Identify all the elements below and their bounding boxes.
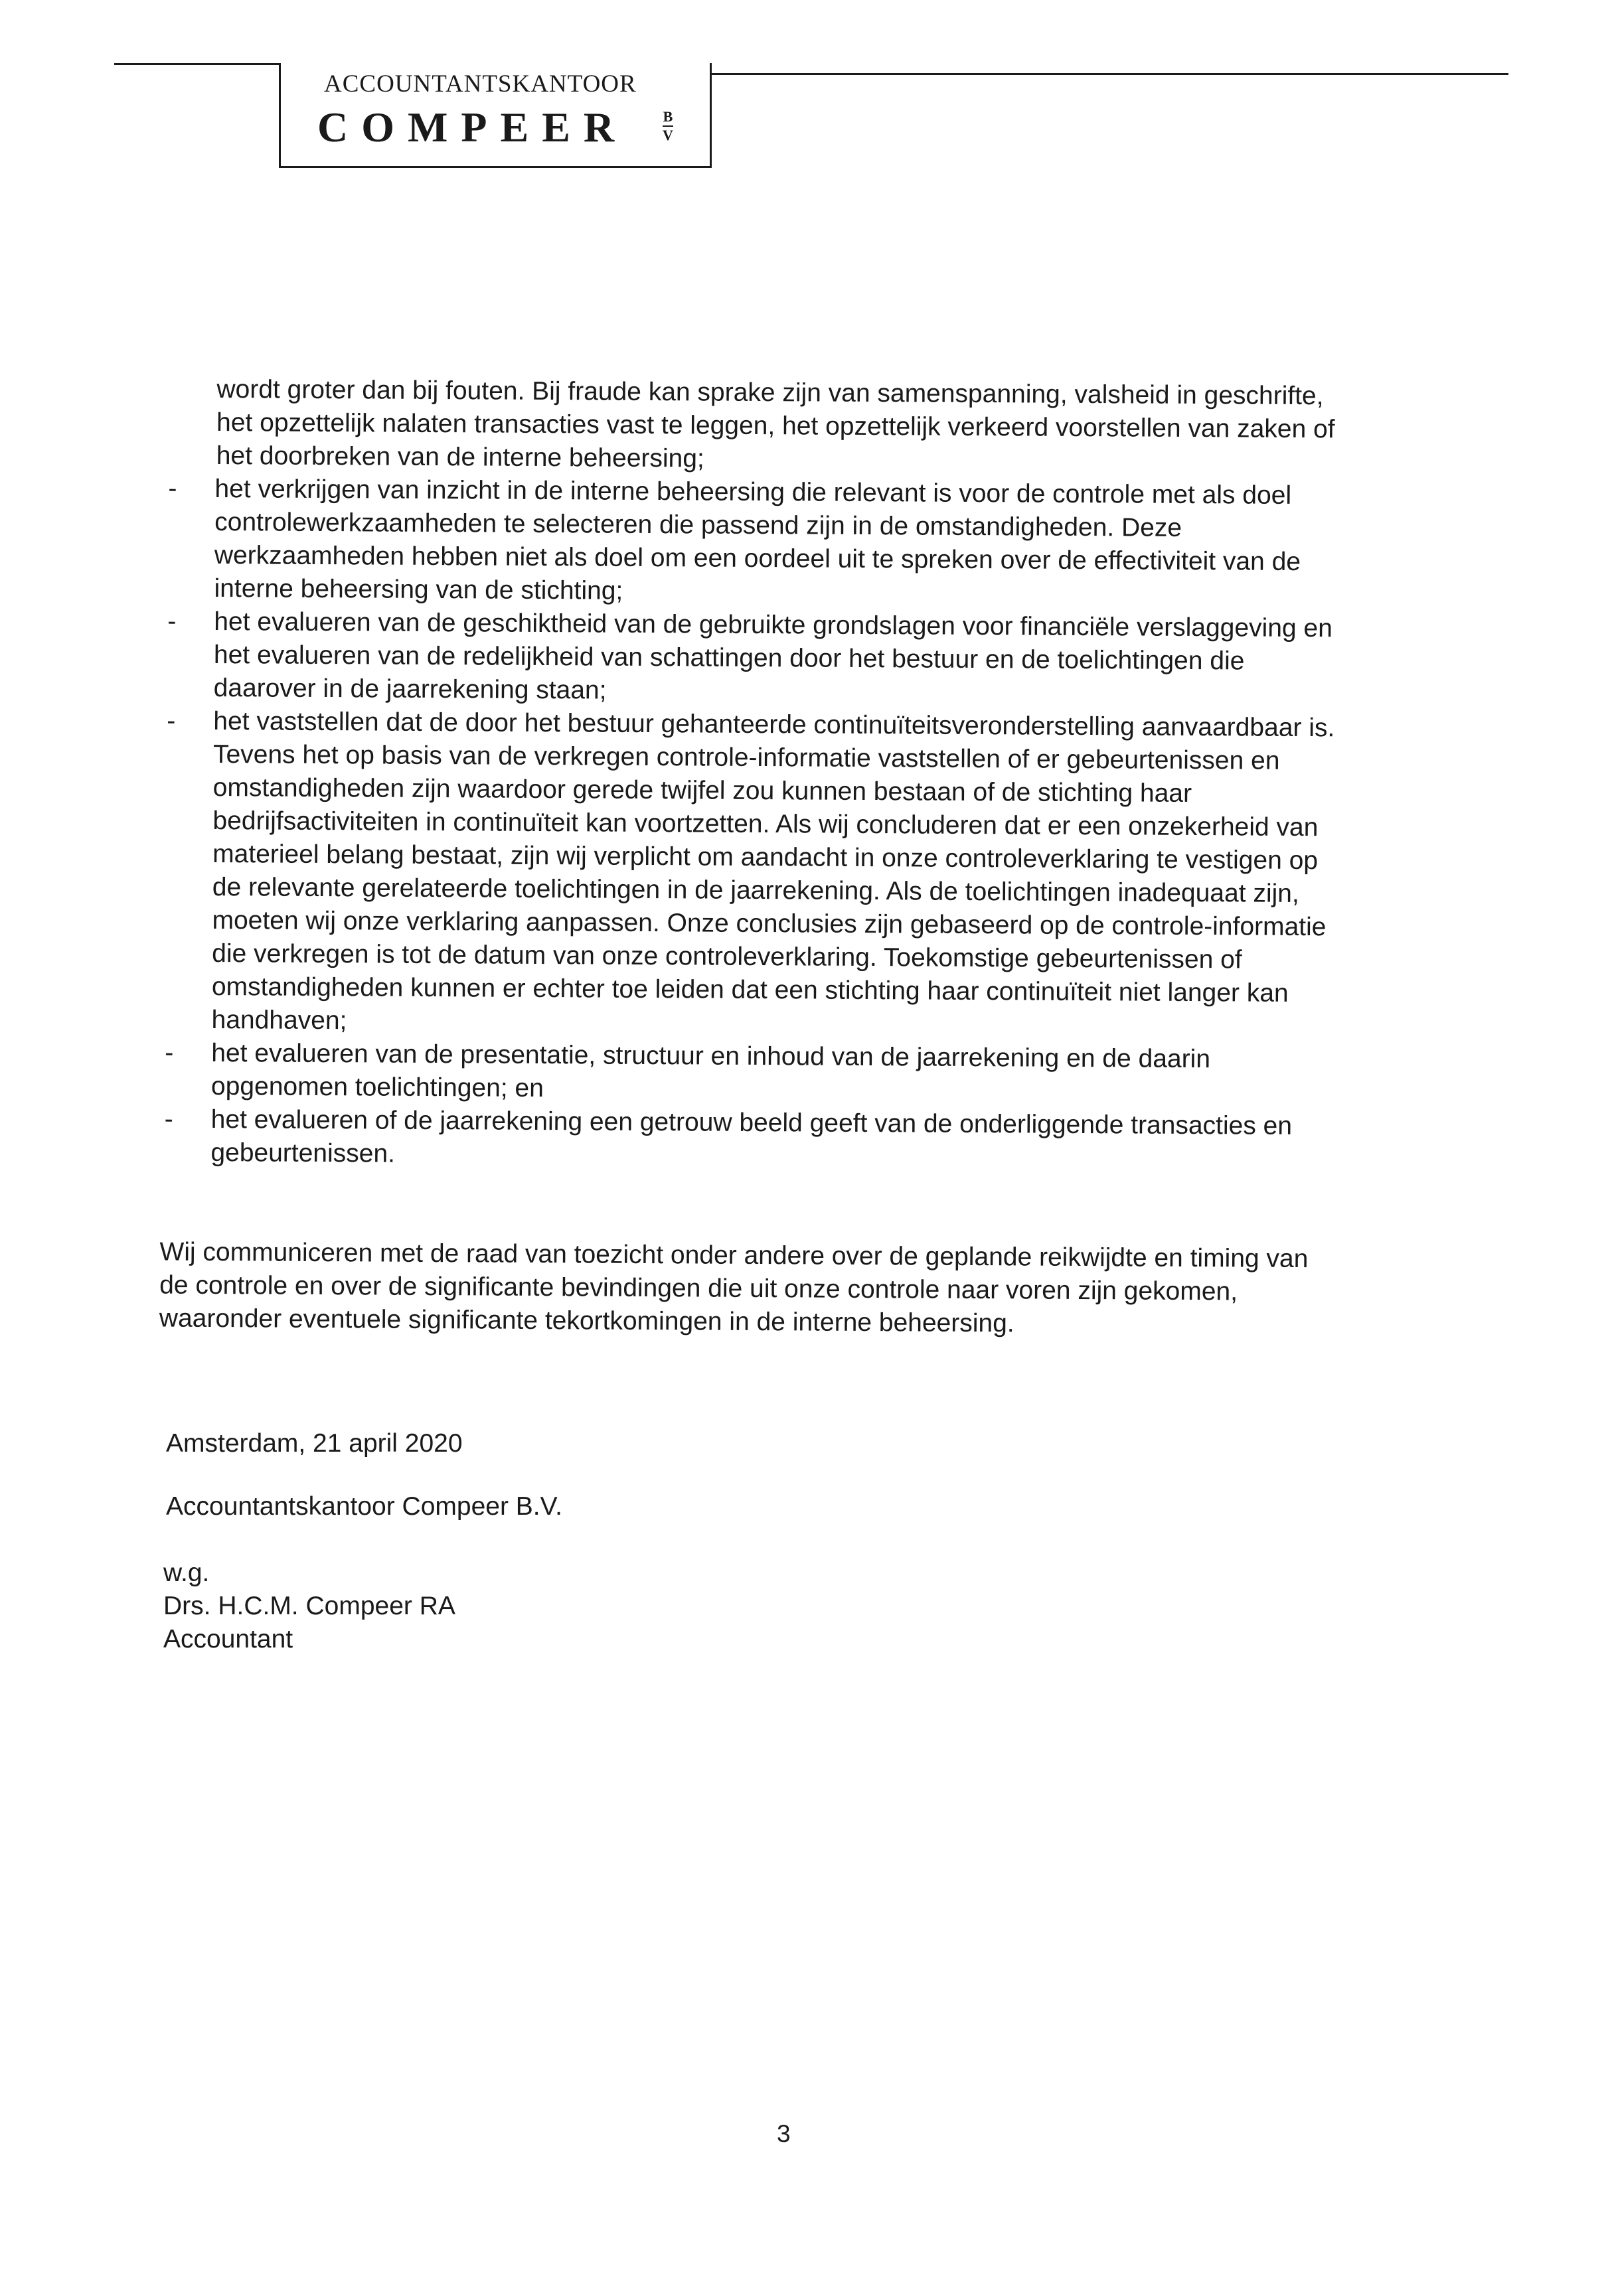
letterhead-subtitle: ACCOUNTANTSKANTOOR <box>324 70 637 98</box>
text-line: de controle en over de significante bevindingen die uit onze controle naar voren zijn gekomen, <box>159 1270 1238 1306</box>
text-line: het evalueren van de redelijkheid van schattingen door het bestuur en de toelichtingen die <box>213 640 1245 676</box>
signed-marker: w.g. <box>163 1559 210 1587</box>
letterhead-bv-v: V <box>663 127 673 143</box>
text-line: die verkregen is tot de datum van onze controleverklaring. Toekomstige gebeurtenissen of <box>212 939 1242 974</box>
text-line: gebeurtenissen. <box>210 1138 396 1168</box>
bullet-dash: - <box>164 1105 173 1134</box>
text-line: de relevante gerelateerde toelichtingen in de jaarrekening. Als de toelichtingen inadequaat zijn, <box>212 872 1299 908</box>
signing-firm: Accountantskantoor Compeer B.V. <box>166 1492 562 1521</box>
continuation-text <box>216 373 1335 479</box>
text-line: het evalueren van de geschiktheid van de gebruikte grondslagen voor financiële verslaggeving en <box>214 607 1333 643</box>
text-line: waaronder eventuele significante tekortkomingen in de interne beheersing. <box>159 1304 1014 1338</box>
text-line: het vaststellen dat de door het bestuur gehanteerde continuïteitsveronderstelling aanvaardbaar is. <box>213 706 1335 743</box>
text-line: daarover in de jaarrekening staan; <box>213 673 607 705</box>
list-item-text <box>214 473 1301 612</box>
list-item-text <box>214 605 1333 712</box>
text-line: het doorbreken van de interne beheersing; <box>216 441 704 473</box>
list-item-text <box>211 1037 1210 1109</box>
text-line: opgenomen toelichtingen; en <box>210 1071 544 1103</box>
text-line: Wij communiceren met de raad van toezicht onder andere over de geplande reikwijdte en timing van <box>159 1237 1309 1274</box>
bullet-dash: - <box>168 474 177 503</box>
list-item-text <box>211 705 1334 1043</box>
signatory-title: Accountant <box>163 1625 293 1653</box>
communication-paragraph <box>159 1236 1309 1343</box>
text-line: moeten wij onze verklaring aanpassen. Onze conclusies zijn gebaseerd op de controle-informatie <box>212 905 1327 942</box>
text-line: omstandigheden zijn waardoor gerede twijfel zou kunnen bestaan of de stichting haar <box>212 773 1192 808</box>
text-line: controlewerkzaamheden te selecteren die passend zijn in de omstandigheden. Deze <box>214 507 1182 542</box>
text-line: het verkrijgen van inzicht in de interne beheersing die relevant is voor de controle met als doel <box>214 474 1292 510</box>
bullet-dash: - <box>165 1038 174 1067</box>
letterhead-firm-name: COMPEER <box>317 104 628 151</box>
text-line: omstandigheden kunnen er echter toe leiden dat een stichting haar continuïteit niet langer kan <box>211 972 1289 1008</box>
place-date: Amsterdam, 21 april 2020 <box>166 1429 463 1458</box>
bullet-dash: - <box>167 607 177 636</box>
signatory-name: Drs. H.C.M. Compeer RA <box>163 1592 455 1620</box>
letterhead-bv-mark <box>658 110 678 143</box>
text-line: materieel belang bestaat, zijn wij verplicht om aandacht in onze controleverklaring te vestigen op <box>212 839 1319 876</box>
text-line: handhaven; <box>211 1005 347 1035</box>
letterhead-bv-b: B <box>663 108 673 125</box>
text-line: wordt groter dan bij fouten. Bij fraude kan sprake zijn van samenspanning, valsheid in geschrifte, <box>216 375 1324 411</box>
text-line: bedrijfsactiviteiten in continuïteit kan voortzetten. Als wij concluderen dat er een onzekerheid van <box>212 806 1319 842</box>
letterhead-rule-left <box>114 63 280 65</box>
text-line: het evalueren of de jaarrekening een getrouw beeld geeft van de onderliggende transacties en <box>210 1105 1293 1140</box>
text-line: het opzettelijk nalaten transacties vast te leggen, het opzettelijk verkeerd voorstellen van zaken of <box>216 408 1335 444</box>
text-line: het evalueren van de presentatie, structuur en inhoud van de jaarrekening en de daarin <box>211 1038 1211 1074</box>
letterhead-logo <box>279 63 712 168</box>
text-line: Tevens het op basis van de verkregen controle-informatie vaststellen of er gebeurtenissen en <box>212 739 1280 775</box>
list-item-text <box>210 1103 1292 1176</box>
page-number: 3 <box>777 2120 791 2147</box>
letterhead-rule-right <box>712 73 1508 75</box>
text-line: werkzaamheden hebben niet als doel om een oordeel uit te spreken over de effectiviteit van de <box>214 540 1301 576</box>
bullet-dash: - <box>167 706 176 735</box>
text-line: interne beheersing van de stichting; <box>214 574 623 605</box>
